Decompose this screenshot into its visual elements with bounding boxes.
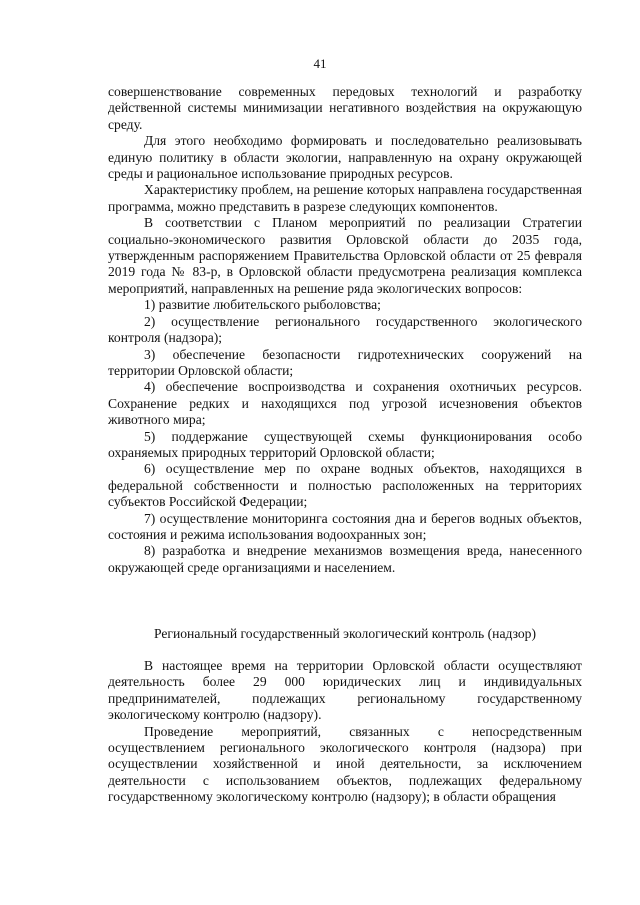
list-item: 1) развитие любительского рыболовства; xyxy=(144,297,381,313)
page-number: 41 xyxy=(313,56,327,71)
list-item: 7) осуществление мониторинга состояния дна и берегов водных объектов, состояния и режима использования водоохранных зон; xyxy=(108,510,582,542)
list-item: 6) осуществление мер по охране водных объектов, находящихся в федеральной собственности и полностью расположенных на территориях субъектов Российской Федерации; xyxy=(108,461,582,510)
list-item: 2) осуществление регионального государственного экологического контроля (надзора); xyxy=(108,313,582,346)
section-heading: Региональный государственный экологический контроль (надзор) xyxy=(154,626,536,641)
paragraph: совершенствование современных передовых технологий и разработку действенной системы минимизации негативного воздействия на окружающую среду. xyxy=(108,84,582,132)
list-item: 3) обеспечение безопасности гидротехнических сооружений на территории Орловской области; xyxy=(108,346,582,378)
paragraph: Характеристику проблем, на решение которых направлена государственная программа, можно представить в разрезе следующих компонентов. xyxy=(108,182,582,214)
text-block-section xyxy=(108,658,582,806)
paragraph: Для этого необходимо формировать и последовательно реализовывать единую политику в области экологии, направленную на охрану окружающей среды и рациональное использование природных ресурсов. xyxy=(108,133,582,182)
list-item: 4) обеспечение воспроизводства и сохранения охотничьих ресурсов. Сохранение редких и находящихся под угрозой исчезновения объектов животного мира; xyxy=(108,379,582,428)
paragraph: Проведение мероприятий, связанных с непосредственным осуществлением регионального экологического контроля (надзора) при осуществлении хозяйственной и иной деятельности, за исключением деятельности с использованием объектов, подлежащих федеральному государственному экологическому контролю (надзору); в области обращения xyxy=(108,723,582,805)
list-item: 5) поддержание существующей схемы функционирования особо охраняемых природных территорий Орловской области; xyxy=(108,428,582,460)
paragraph: В соответствии с Планом мероприятий по реализации Стратегии социально-экономического развития Орловской области до 2035 года, утвержденным распоряжением Правительства Орловской области от 25 февраля 2019 года № 83-р, в Орловской области предусмотрена реализация комплекса мероприятий, направленных на решение ряда экологических вопросов: xyxy=(108,215,582,296)
paragraph: В настоящее время на территории Орловской области осуществляют деятельность более 29 000 юридических лиц и индивидуальных предпринимателей, подлежащих региональному государственному экологическому контролю (надзору). xyxy=(108,658,582,723)
text-block-intro xyxy=(108,84,582,576)
list-item: 8) разработка и внедрение механизмов возмещения вреда, нанесенного окружающей среде организациями и населением. xyxy=(108,543,582,575)
